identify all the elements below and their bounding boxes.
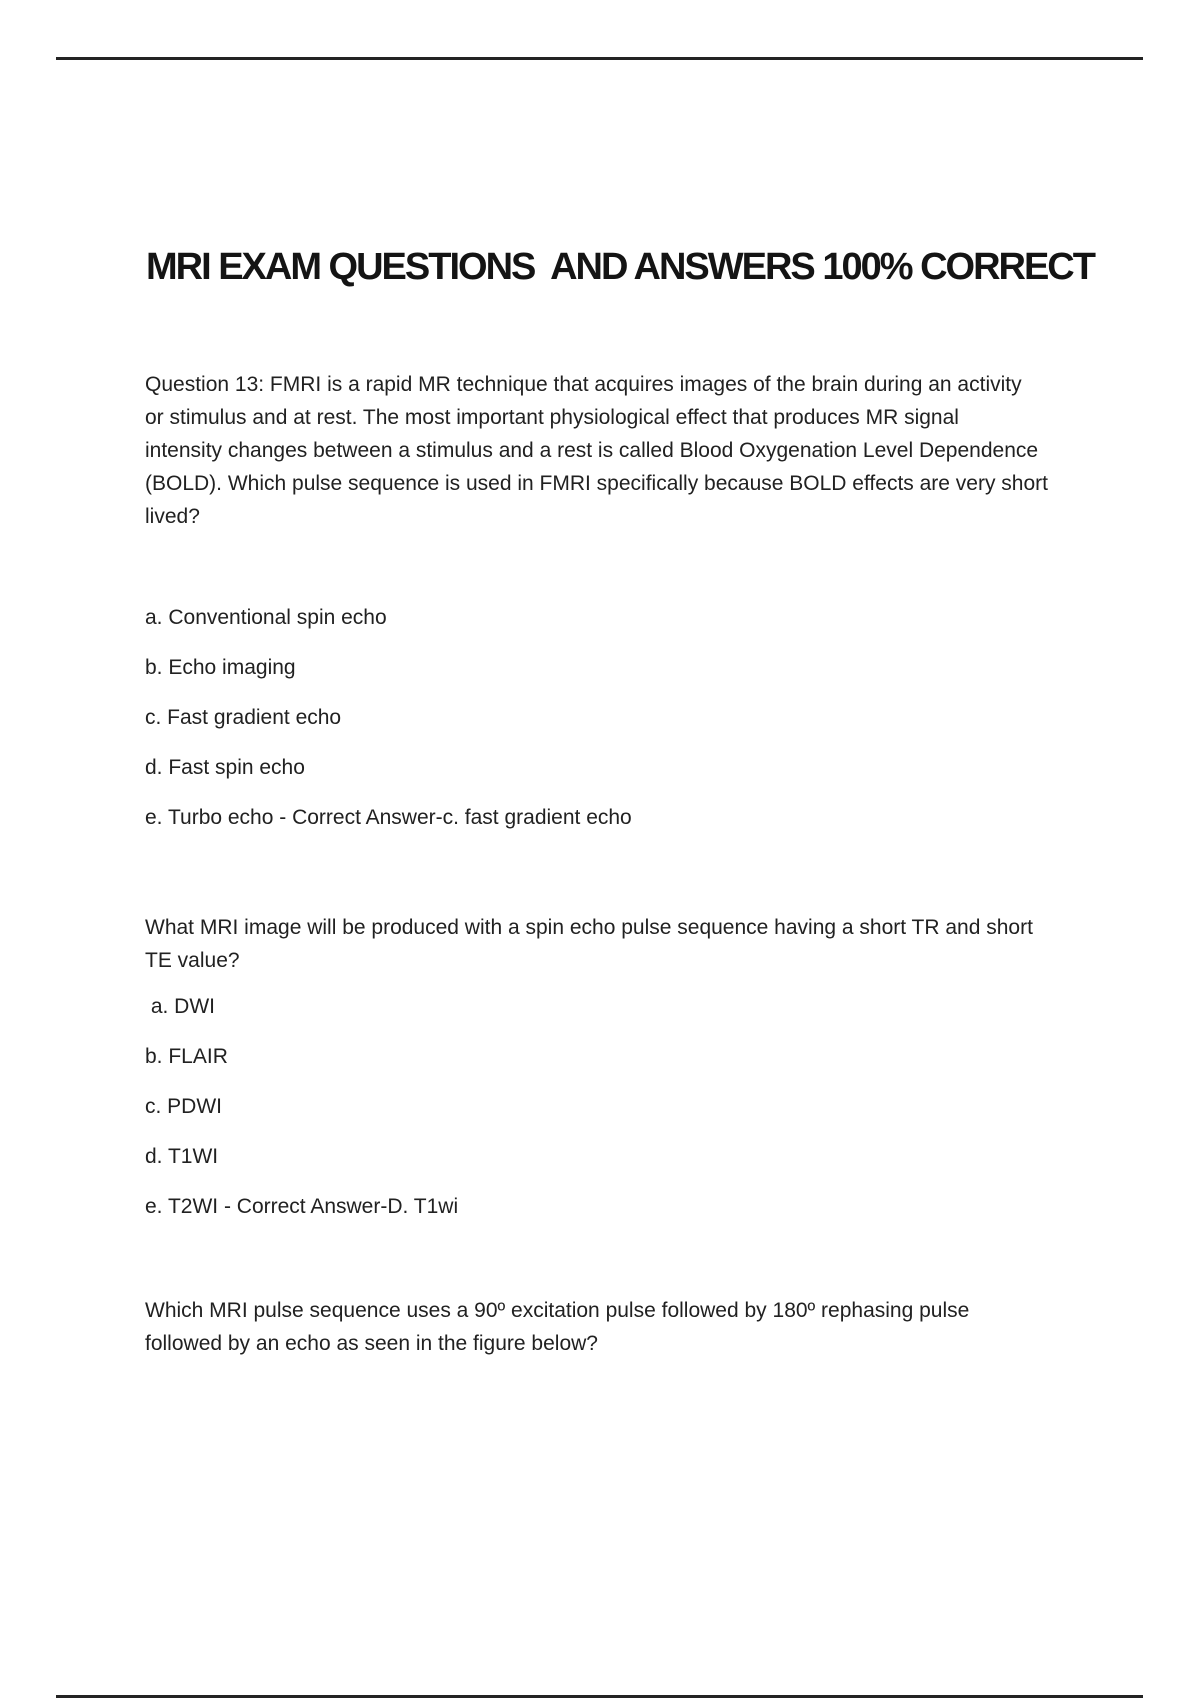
prompt-line: followed by an echo as seen in the figure below?: [145, 1332, 598, 1355]
prompt-line: Which MRI pulse sequence uses a 90º excitation pulse followed by 180º rephasing pulse: [145, 1299, 970, 1322]
top-horizontal-rule: [56, 57, 1143, 60]
option-a: a. DWI: [145, 995, 216, 1018]
option-b: b. Echo imaging: [145, 656, 296, 679]
option-a: a. Conventional spin echo: [145, 606, 387, 629]
option-d: d. Fast spin echo: [145, 756, 305, 779]
prompt-line: TE value?: [145, 949, 240, 972]
question-tr-te-options: [145, 990, 458, 1240]
prompt-line: Question 13: FMRI is a rapid MR technique that acquires images of the brain during an activity: [145, 373, 1022, 396]
prompt-line: intensity changes between a stimulus and a rest is called Blood Oxygenation Level Dependence: [145, 439, 1039, 462]
prompt-line: lived?: [145, 505, 200, 528]
question-13-prompt: [145, 368, 1048, 533]
option-e-with-correct-answer: e. T2WI - Correct Answer-D. T1wi: [145, 1195, 459, 1218]
prompt-line: What MRI image will be produced with a spin echo pulse sequence having a short TR and short: [145, 916, 1033, 939]
option-c: c. Fast gradient echo: [145, 706, 342, 729]
option-d: d. T1WI: [145, 1145, 219, 1168]
option-c: c. PDWI: [145, 1095, 222, 1118]
question-13-options: [145, 601, 632, 851]
question-rephasing-prompt: [145, 1294, 969, 1360]
option-b: b. FLAIR: [145, 1045, 228, 1068]
bottom-horizontal-rule: [56, 1695, 1143, 1698]
prompt-line: or stimulus and at rest. The most important physiological effect that produces MR signal: [145, 406, 959, 429]
question-tr-te-prompt: [145, 911, 1033, 977]
document-title: MRI EXAM QUESTIONS AND ANSWERS 100% CORRECT: [146, 246, 1094, 288]
prompt-line: (BOLD). Which pulse sequence is used in FMRI specifically because BOLD effects are very short: [145, 472, 1048, 495]
option-e-with-correct-answer: e. Turbo echo - Correct Answer-c. fast gradient echo: [145, 806, 632, 829]
